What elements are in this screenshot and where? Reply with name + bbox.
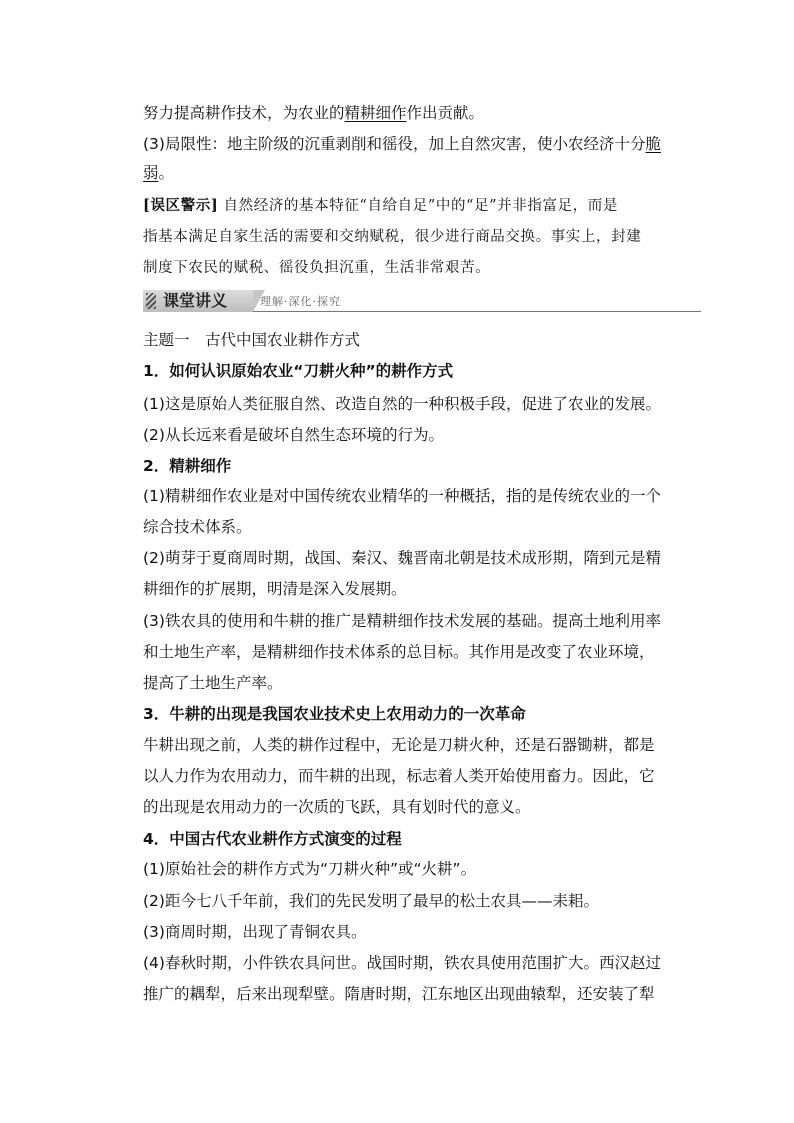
section-header — [143, 290, 701, 314]
section-subtitle: 理解·深化·探究 — [260, 295, 341, 308]
paragraph: 耕细作的扩展期，明清是深入发展期。 — [143, 580, 407, 598]
paragraph: (2)从长远来看是破坏自然生态环境的行为。 — [143, 426, 444, 444]
text-run: 努力提高耕作技术，为农业的 — [143, 104, 345, 122]
paragraph: 牛耕出现之前，人类的耕作过程中，无论是刀耕火种，还是石器锄耕，都是 — [143, 736, 655, 754]
paragraph: 以人力作为农用动力，而牛耕的出现，标志着人类开始使用畜力。因此，它 — [143, 767, 655, 785]
paragraph: (2)萌芽于夏商周时期，战国、秦汉、魏晋南北朝是技术成形期，隋到元是精 — [143, 549, 661, 567]
warning-text: 自然经济的基本特征“自给自足”中的“足”并非指富足，而是 — [218, 198, 618, 214]
text-line — [143, 134, 683, 154]
warning-tag: [误区警示] — [143, 197, 219, 214]
heading-4: 4．中国古代农业耕作方式演变的过程 — [143, 830, 402, 848]
paragraph: 综合技术体系。 — [143, 518, 252, 536]
text-line — [143, 103, 683, 123]
paragraph: 提高了土地生产率。 — [143, 674, 283, 692]
section-divider — [253, 311, 701, 312]
paragraph: (2)距今七八千年前，我们的先民发明了最早的松土农具——耒耜。 — [143, 892, 599, 910]
warning-line: 制度下农民的赋税、徭役负担沉重，生活非常艰苦。 — [143, 260, 491, 276]
paragraph: (1)精耕细作农业是对中国传统农业精华的一种概括，指的是传统农业的一个 — [143, 487, 661, 505]
underlined-term: 脆 — [645, 135, 661, 153]
text-line — [143, 163, 683, 183]
text-run: 作出贡献。 — [406, 104, 485, 122]
underlined-term: 弱 — [143, 164, 159, 182]
warning-line: 指基本满足自家生活的需要和交纳赋税，很少进行商品交换。事实上，封建 — [143, 229, 642, 245]
underlined-term: 精耕细作 — [344, 104, 407, 122]
paragraph: (1)原始社会的耕作方式为“刀耕火种”或“火耕”。 — [143, 860, 477, 878]
paragraph: 和土地生产率，是精耕细作技术体系的总目标。其作用是改变了农业环境， — [143, 643, 655, 661]
heading-2: 2．精耕细作 — [143, 457, 232, 475]
paragraph: 的出现是农用动力的一次质的飞跃，具有划时代的意义。 — [143, 798, 531, 816]
warning-line — [143, 196, 683, 216]
paragraph: (1)这是原始人类征服自然、改造自然的一种积极手段，促进了农业的发展。 — [143, 395, 661, 413]
text-run: 。 — [158, 164, 175, 182]
paragraph: (3)铁农具的使用和牛耕的推广是精耕细作技术发展的基础。提高土地利用率 — [143, 612, 661, 630]
text-run: (3)局限性：地主阶级的沉重剥削和徭役，加上自然灾害，使小农经济十分 — [143, 135, 646, 153]
paragraph: 推广的耦犁，后来出现犁壁。隋唐时期，江东地区出现曲辕犁，还安装了犁 — [143, 985, 655, 1003]
paragraph: (4)春秋时期，小件铁农具问世。战国时期，铁农具使用范围扩大。西汉赵过 — [143, 954, 661, 972]
heading-3: 3．牛耕的出现是我国农业技术史上农用动力的一次革命 — [143, 705, 526, 723]
heading-1: 1．如何认识原始农业“刀耕火种”的耕作方式 — [143, 362, 454, 380]
section-title: 课堂讲义 — [163, 291, 228, 310]
section-label-box — [143, 290, 253, 312]
paragraph: (3)商周时期，出现了青铜农具。 — [143, 923, 367, 941]
topic-heading: 主题一 古代中国农业耕作方式 — [143, 331, 361, 349]
stripes-icon — [146, 293, 156, 309]
